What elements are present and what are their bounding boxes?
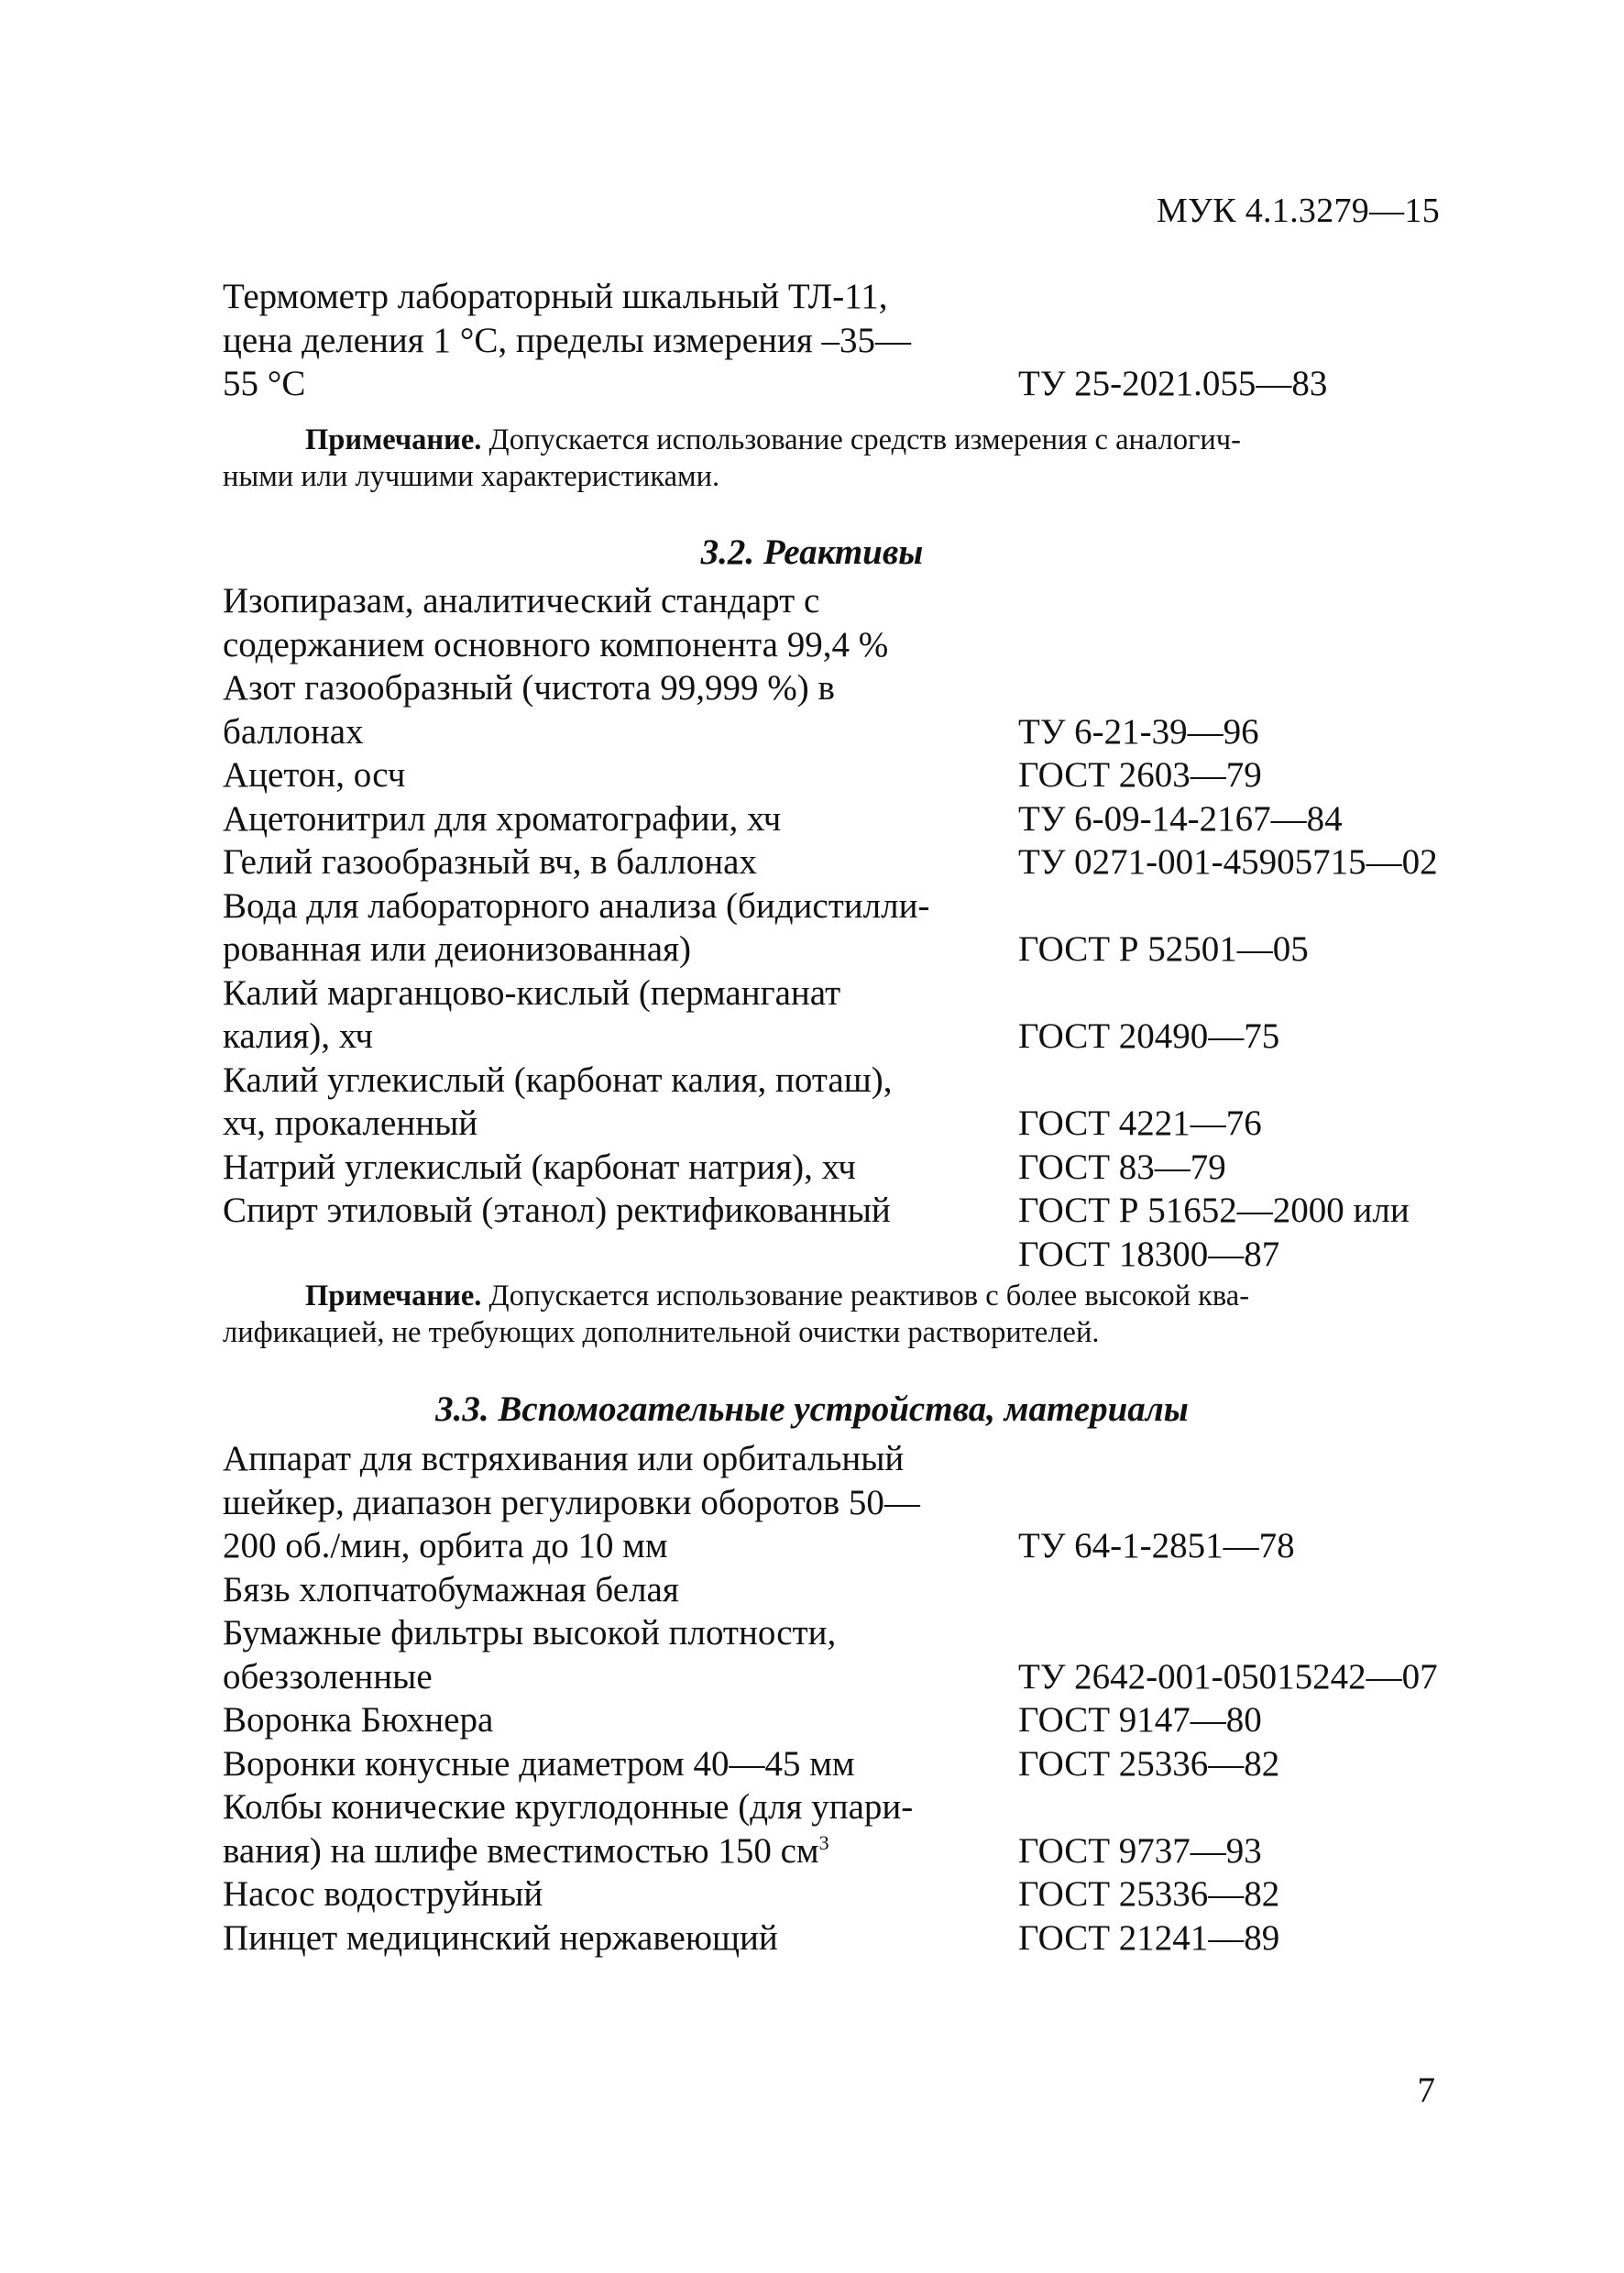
item-name: Пинцет медицинский нержавеющий [223,1917,778,1958]
item-name: Спирт этиловый (этанол) ректификованный [223,1191,891,1230]
item-name: Вода для лабораторного анализа (бидистилли- [223,885,930,926]
item-name: 55 °С [223,364,306,403]
item-standard: ГОСТ 18300—87 [1018,1234,1280,1274]
item-name: Насос водоструйный [223,1874,543,1914]
section-title-materials: 3.3. Вспомогательные устройства, материалы [435,1389,1189,1429]
item-name: Калий марганцово-кислый (перманганат [223,972,841,1013]
item-standard: ГОСТ 9147—80 [1018,1700,1262,1740]
item-standard: ГОСТ 83—79 [1018,1147,1226,1187]
page-number: 7 [1417,2070,1435,2110]
item-standard: ТУ 6-09-14-2167—84 [1018,798,1343,839]
item-standard: ГОСТ 21241—89 [1018,1917,1280,1958]
item-name: хч, прокаленный [223,1104,478,1143]
note-text-line2: ными или лучшими характеристиками. [223,460,720,493]
note-label: Примечание. [305,423,482,456]
item-name: вания) на шлифе вместимостью 150 $см^3$ [223,1830,829,1871]
note-text-line1: Допускается использование реактивов с более высокой ква- [488,1279,1250,1312]
item-name: баллонах [223,711,364,752]
item-name: Аппарат для встряхивания или орбитальный [223,1439,905,1478]
item-name: 200 об./мин, орбита до 10 мм [223,1526,668,1565]
item-name: Натрий углекислый (карбонат натрия), хч [223,1147,856,1187]
section-title-reagents: 3.2. Реактивы [700,533,924,572]
item-standard: ГОСТ 4221—76 [1018,1104,1262,1143]
superscript: 3 [818,1830,829,1854]
note-instruments [223,422,1442,495]
item-standard: ГОСТ 20490—75 [1018,1016,1280,1056]
item-standard: ГОСТ 25336—82 [1018,1743,1280,1784]
item-name: шейкер, диапазон регулировки оборотов 50— [223,1482,920,1522]
item-standard: ГОСТ Р 51652—2000 или [1018,1191,1410,1230]
item-standard: ГОСТ 25336—82 [1018,1874,1280,1914]
item-name: Изопиразам, аналитический стандарт с [223,581,820,620]
item-standard: ТУ 2642-001-05015242—07 [1018,1656,1438,1697]
item-standard: ГОСТ 2603—79 [1018,755,1262,795]
document-code: МУК 4.1.3279—15 [1156,192,1440,230]
note-reagents [223,1278,1442,1351]
item-name: содержанием основного компонента 99,4 % [223,624,889,664]
item-name: Ацетон, осч [223,755,406,795]
item-name: Бумажные фильтры высокой плотности, [223,1613,837,1653]
item-name: Воронки конусные диаметром 40—45 мм [223,1743,855,1784]
note-text-line1: Допускается использование средств измерения с аналогич- [488,423,1241,456]
item-name: рованная или деионизованная) [223,929,692,969]
item-name: калия), хч [223,1016,373,1056]
item-name: Воронка Бюхнера [223,1700,494,1740]
item-standard: ТУ 6-21-39—96 [1018,711,1259,752]
item-name: Азот газообразный (чистота 99,999 %) в [223,668,835,708]
item-standard: ГОСТ 9737—93 [1018,1830,1262,1871]
item-name: Термометр лабораторный шкальный ТЛ-11, [223,277,888,316]
item-name: цена деления 1 °С, пределы измерения –35— [223,320,912,360]
item-standard: ТУ 25-2021.055—83 [1018,364,1328,403]
note-label: Примечание. [305,1279,482,1312]
item-name: Гелий газообразный вч, в баллонах [223,842,757,882]
note-text-line2: лификацией, не требующих дополнительной очистки растворителей. [223,1316,1100,1349]
item-name: обеззоленные [223,1656,433,1697]
item-name: Калий углекислый (карбонат калия, поташ), [223,1060,893,1100]
item-standard: ГОСТ Р 52501—05 [1018,929,1309,969]
item-name: Ацетонитрил для хроматографии, хч [223,798,782,839]
item-name: Колбы конические круглодонные (для упари- [223,1787,914,1827]
item-standard: ТУ 0271-001-45905715—02 [1018,842,1438,882]
item-standard: ТУ 64-1-2851—78 [1018,1526,1295,1565]
item-name: Бязь хлопчатобумажная белая [223,1569,679,1609]
